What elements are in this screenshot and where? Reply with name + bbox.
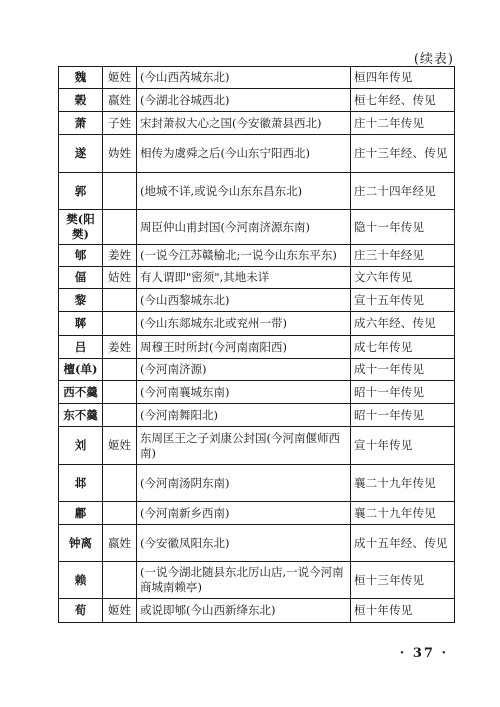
- state-name-cell: 黎: [59, 289, 103, 312]
- location-cell: (今山东郯城东北或兖州一带): [137, 312, 351, 336]
- source-cell: 庄三十年经见: [351, 245, 455, 267]
- table-row: [59, 427, 455, 465]
- state-name-cell: 钟离: [59, 525, 103, 562]
- location-cell: 或说即郇(今山西新绛东北): [137, 599, 351, 623]
- surname-cell: [103, 465, 137, 502]
- source-cell: 宣十五年传见: [351, 289, 455, 312]
- state-name-cell: 萧: [59, 112, 103, 135]
- source-cell: 桓十年传见: [351, 599, 455, 623]
- location-cell: 宋封萧叔大心之国(今安徽萧县西北): [137, 112, 351, 135]
- surname-cell: [103, 359, 137, 381]
- source-cell: 桓四年传见: [351, 67, 455, 89]
- surname-cell: 嬴姓: [103, 89, 137, 112]
- state-name-cell: 榖: [59, 89, 103, 112]
- table-row: [59, 135, 455, 173]
- continued-label: (续表): [413, 52, 454, 67]
- source-cell: 文六年传见: [351, 267, 455, 289]
- state-name-cell: 遂: [59, 135, 103, 173]
- states-table: [58, 66, 455, 623]
- state-name-cell: 荀: [59, 599, 103, 623]
- table-row: [59, 359, 455, 381]
- state-name-cell: 邶: [59, 465, 103, 502]
- location-cell: (今山西芮城东北): [137, 67, 351, 89]
- location-cell: (今河南襄城东南): [137, 381, 351, 404]
- source-cell: 昭十一年传见: [351, 404, 455, 427]
- state-name-cell: 魏: [59, 67, 103, 89]
- surname-cell: [103, 404, 137, 427]
- table-row: [59, 245, 455, 267]
- location-cell: 周臣仲山甫封国(今河南济源东南): [137, 210, 351, 245]
- source-cell: 成十五年经、传见: [351, 525, 455, 562]
- location-cell: 相传为虞舜之后(今山东宁阳西北): [137, 135, 351, 173]
- state-name-cell: 赖: [59, 562, 103, 599]
- source-cell: 庄二十四年经见: [351, 173, 455, 210]
- surname-cell: 姜姓: [103, 245, 137, 267]
- state-name-cell: 西不羹: [59, 381, 103, 404]
- location-cell: 周穆王时所封(今河南南阳西): [137, 336, 351, 359]
- source-cell: 成七年传见: [351, 336, 455, 359]
- surname-cell: [103, 381, 137, 404]
- table-row: [59, 562, 455, 599]
- surname-cell: 姬姓: [103, 67, 137, 89]
- surname-cell: 嬴姓: [103, 525, 137, 562]
- location-cell: (一说今湖北随县东北厉山店,一说今河南商城南赖亭): [137, 562, 351, 599]
- surname-cell: [103, 312, 137, 336]
- table-row: [59, 404, 455, 427]
- source-cell: 成六年经、传见: [351, 312, 455, 336]
- source-cell: 庄十三年经、传见: [351, 135, 455, 173]
- state-name-cell: 郰: [59, 312, 103, 336]
- state-name-cell: 刘: [59, 427, 103, 465]
- state-name-cell: 郇: [59, 245, 103, 267]
- location-cell: (今安徽凤阳东北): [137, 525, 351, 562]
- location-cell: 有人谓即"密须",其地未详: [137, 267, 351, 289]
- location-cell: (今河南汤阴东南): [137, 465, 351, 502]
- location-cell: 东周匡王之子刘康公封国(今河南偃师西南): [137, 427, 351, 465]
- table-row: [59, 599, 455, 623]
- state-name-cell: 东不羹: [59, 404, 103, 427]
- table-row: [59, 525, 455, 562]
- location-cell: (地城不详,或说今山东东昌东北): [137, 173, 351, 210]
- surname-cell: 妫姓: [103, 135, 137, 173]
- state-name-cell: 郭: [59, 173, 103, 210]
- surname-cell: [103, 210, 137, 245]
- table-row: [59, 67, 455, 89]
- table-row: [59, 465, 455, 502]
- surname-cell: [103, 173, 137, 210]
- source-cell: 成十一年传见: [351, 359, 455, 381]
- state-name-cell: 偪: [59, 267, 103, 289]
- surname-cell: [103, 289, 137, 312]
- source-cell: 隐十一年传见: [351, 210, 455, 245]
- surname-cell: 姬姓: [103, 599, 137, 623]
- table-row: [59, 381, 455, 404]
- table-row: [59, 336, 455, 359]
- surname-cell: [103, 562, 137, 599]
- source-cell: 桓十三年传见: [351, 562, 455, 599]
- source-cell: 襄二十九年传见: [351, 502, 455, 525]
- page-number: · 37 ·: [399, 646, 448, 661]
- surname-cell: 姬姓: [103, 427, 137, 465]
- source-cell: 昭十一年传见: [351, 381, 455, 404]
- table-row: [59, 289, 455, 312]
- state-name-cell: 吕: [59, 336, 103, 359]
- table-body: [59, 67, 455, 623]
- surname-cell: 姞姓: [103, 267, 137, 289]
- table-row: [59, 502, 455, 525]
- table-row: [59, 210, 455, 245]
- state-name-cell: 樊(阳樊): [59, 210, 103, 245]
- source-cell: 桓七年经、传见: [351, 89, 455, 112]
- table-row: [59, 312, 455, 336]
- location-cell: (今河南济源): [137, 359, 351, 381]
- source-cell: 宣十年传见: [351, 427, 455, 465]
- table-row: [59, 173, 455, 210]
- surname-cell: 子姓: [103, 112, 137, 135]
- location-cell: (今河南舞阳北): [137, 404, 351, 427]
- surname-cell: 姜姓: [103, 336, 137, 359]
- location-cell: (今山西黎城东北): [137, 289, 351, 312]
- state-name-cell: 檀(单): [59, 359, 103, 381]
- table-row: [59, 112, 455, 135]
- table-row: [59, 89, 455, 112]
- location-cell: (一说今江苏赣榆北;一说今山东东平东): [137, 245, 351, 267]
- location-cell: (今河南新乡西南): [137, 502, 351, 525]
- location-cell: (今湖北谷城西北): [137, 89, 351, 112]
- source-cell: 襄二十九年传见: [351, 465, 455, 502]
- table-row: [59, 267, 455, 289]
- source-cell: 庄十二年传见: [351, 112, 455, 135]
- surname-cell: [103, 502, 137, 525]
- state-name-cell: 鄘: [59, 502, 103, 525]
